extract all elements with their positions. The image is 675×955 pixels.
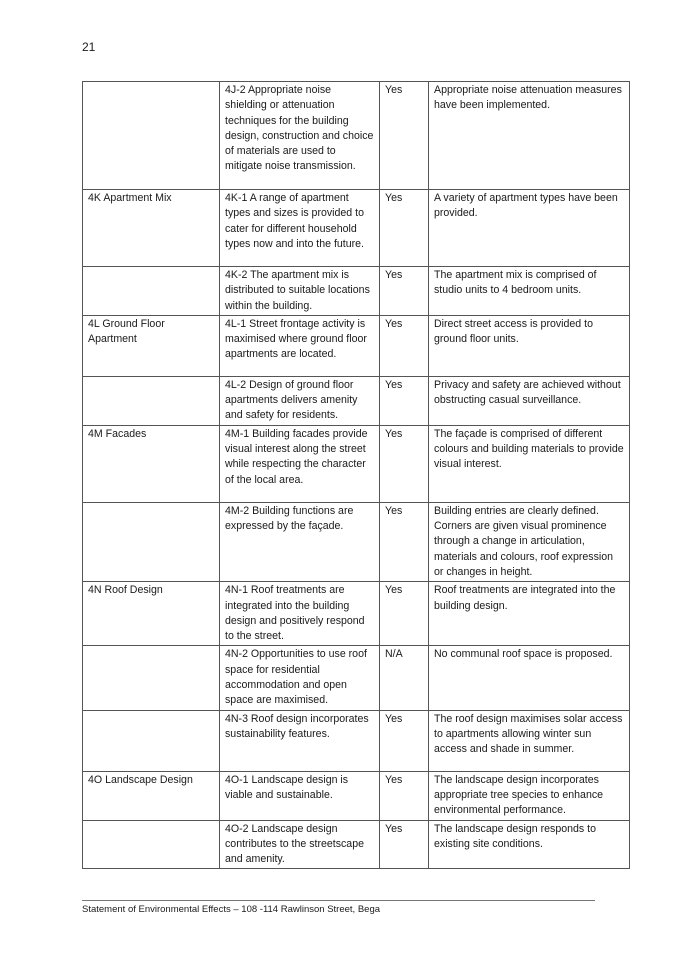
comment-cell: Privacy and safety are achieved without obstructing casual surveillance. — [429, 376, 630, 425]
table-row — [83, 771, 630, 820]
compliance-cell: Yes — [380, 710, 429, 771]
table-row — [83, 646, 630, 710]
comment-cell: The roof design maximises solar access to apartments allowing winter sun access and shade in summer. — [429, 710, 630, 771]
table-row — [83, 710, 630, 771]
section-cell — [83, 376, 220, 425]
table-row — [83, 190, 630, 267]
objective-cell: 4O-1 Landscape design is viable and sustainable. — [220, 771, 380, 820]
objective-cell: 4L-2 Design of ground floor apartments delivers amenity and safety for residents. — [220, 376, 380, 425]
table-row — [83, 502, 630, 581]
section-cell — [83, 502, 220, 581]
comment-cell: The landscape design responds to existing site conditions. — [429, 820, 630, 869]
table-row — [83, 425, 630, 502]
table-row — [83, 820, 630, 869]
table-row — [83, 315, 630, 376]
objective-cell: 4N-1 Roof treatments are integrated into the building design and positively respond to the street. — [220, 582, 380, 646]
compliance-table — [82, 81, 630, 869]
objective-cell: 4M-2 Building functions are expressed by the façade. — [220, 502, 380, 581]
compliance-cell: Yes — [380, 190, 429, 267]
objective-cell: 4K-1 A range of apartment types and sizes is provided to cater for different household types now and into the future. — [220, 190, 380, 267]
section-cell: 4N Roof Design — [83, 582, 220, 646]
section-cell — [83, 646, 220, 710]
objective-cell: 4M-1 Building facades provide visual interest along the street while respecting the character of the local area. — [220, 425, 380, 502]
table-row — [83, 376, 630, 425]
compliance-cell: Yes — [380, 376, 429, 425]
comment-cell: No communal roof space is proposed. — [429, 646, 630, 710]
objective-cell: 4O-2 Landscape design contributes to the streetscape and amenity. — [220, 820, 380, 869]
compliance-cell: Yes — [380, 82, 429, 190]
section-cell — [83, 820, 220, 869]
objective-cell: 4L-1 Street frontage activity is maximised where ground floor apartments are located. — [220, 315, 380, 376]
compliance-cell: Yes — [380, 582, 429, 646]
compliance-cell: Yes — [380, 315, 429, 376]
comment-cell: The façade is comprised of different colours and building materials to provide visual interest. — [429, 425, 630, 502]
section-cell: 4K Apartment Mix — [83, 190, 220, 267]
comment-cell: Direct street access is provided to ground floor units. — [429, 315, 630, 376]
table-row — [83, 582, 630, 646]
objective-cell: 4N-2 Opportunities to use roof space for residential accommodation and open space are maximised. — [220, 646, 380, 710]
objective-cell: 4N-3 Roof design incorporates sustainability features. — [220, 710, 380, 771]
comment-cell: Appropriate noise attenuation measures have been implemented. — [429, 82, 630, 190]
comment-cell: The apartment mix is comprised of studio units to 4 bedroom units. — [429, 267, 630, 316]
comment-cell: Building entries are clearly defined. Corners are given visual prominence through a change in articulation, materials and colours, roof expression or changes in height. — [429, 502, 630, 581]
section-cell: 4O Landscape Design — [83, 771, 220, 820]
section-cell — [83, 267, 220, 316]
objective-cell: 4K-2 The apartment mix is distributed to suitable locations within the building. — [220, 267, 380, 316]
compliance-cell: Yes — [380, 267, 429, 316]
section-cell — [83, 82, 220, 190]
section-cell: 4M Facades — [83, 425, 220, 502]
compliance-cell: Yes — [380, 425, 429, 502]
compliance-cell: N/A — [380, 646, 429, 710]
table-row — [83, 82, 630, 190]
comment-cell: The landscape design incorporates appropriate tree species to enhance environmental performance. — [429, 771, 630, 820]
page-number: 21 — [82, 40, 96, 54]
objective-cell: 4J-2 Appropriate noise shielding or attenuation techniques for the building design, construction and choice of materials are used to mitigate noise transmission. — [220, 82, 380, 190]
page-footer: Statement of Environmental Effects – 108 -114 Rawlinson Street, Bega — [82, 904, 381, 915]
section-cell: 4L Ground Floor Apartment — [83, 315, 220, 376]
compliance-cell: Yes — [380, 820, 429, 869]
section-cell — [83, 710, 220, 771]
compliance-cell: Yes — [380, 502, 429, 581]
compliance-cell: Yes — [380, 771, 429, 820]
table-row — [83, 267, 630, 316]
comment-cell: Roof treatments are integrated into the building design. — [429, 582, 630, 646]
footer-divider — [82, 900, 595, 901]
comment-cell: A variety of apartment types have been provided. — [429, 190, 630, 267]
